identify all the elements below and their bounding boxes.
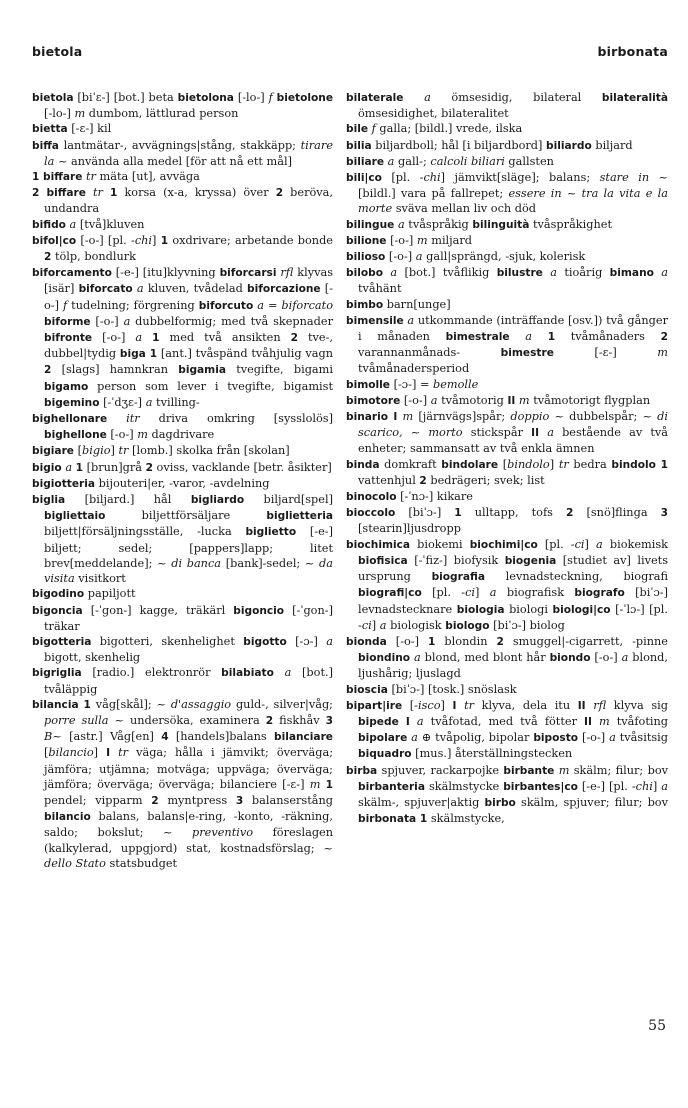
dictionary-entry: bifido a [två]kluven <box>32 217 145 231</box>
dictionary-entry: bilaterale a ömsesidig, bilateral bilateralità ömsesidighet, bilateralitet <box>346 91 669 121</box>
dictionary-entry: bilancia 1 våg[skål]; ~ d'assaggio guld-, silver|våg; porre sulla ~ undersöka, examinera 2 fiskhåv 3 B~ [astr.] Våg[en] 4 [handels]balans bilanciare [bilancio] I tr väga; hålla i jämvikt; överväga; jämföra; utjämna; motväga; uppväga; överväga; jämföra; överväga; överväga; bilanciere [-ɛ-] m 1 pendel; vipparm 2 myntpress 3 balanserstång bilancio balans, balans|e-ring, -konto, -räkning, saldo; bokslut; ~ preventivo föreslagen (kalkylerad, uppgjord) stat, kostnadsförslag; ~ dello Stato statsbudget <box>32 697 334 870</box>
dictionary-entry: biforcamento [-e-] [itu]klyvning biforcarsi rfl klyvas [isär] biforcato a kluven, tvådelad biforcazione [-o-] f tudelning; förgrening biforcuto a = biforcato biforme [-o-] a dubbelformig; med två skepnader bifronte [-o-] a 1 med två ansikten 2 tve-, dubbel|tydig biga 1 [ant.] tvåspänd tvåhjulig vagn 2 [slags] hamnkran bigamia tvegifte, bigami bigamo person som lever i tvegifte, bigamist bigemino [-ˈdʒɛ-] a tvilling- <box>32 266 334 409</box>
dictionary-entry: bigriglia [radio.] elektronrör bilabiato a [bot.] tvåläppig <box>32 666 333 696</box>
dictionary-entry: biliare a gall-; calcoli biliari gallsten <box>346 154 554 168</box>
dictionary-entry: bigiare [bigio] tr [lomb.] skolka från [skolan] <box>32 444 290 458</box>
dictionary-entry: bilioso [-o-] a gall|sprängd, -sjuk, kolerisk <box>346 250 586 264</box>
page-number: 55 <box>648 1018 666 1034</box>
dictionary-entry: 2 biffare tr 1 korsa (x-a, kryssa) över 2 beröva, undandra <box>32 186 333 216</box>
running-head-left: bietola <box>32 44 83 59</box>
running-head-right: birbonata <box>597 44 668 59</box>
dictionary-entry: bigiotteria bijouteri|er, -varor, -avdelning <box>32 476 270 490</box>
dictionary-entry: 1 biffare tr mäta [ut], avväga <box>32 170 200 184</box>
dictionary-entry: bilingue a tvåspråkig bilinguità tvåspråkighet <box>346 217 612 231</box>
dictionary-entry: bioscia [biˈɔ-] [tosk.] snöslask <box>346 682 517 696</box>
dictionary-entry: bilobo a [bot.] tvåflikig bilustre a tioårig bimano a tvåhänt <box>346 266 669 296</box>
dictionary-entry: binocolo [-ˈnɔ-] kikare <box>346 490 473 504</box>
right-column <box>346 90 668 827</box>
dictionary-entry: bifol|co [-o-] [pl. -chi] 1 oxdrivare; arbetande bonde 2 tölp, bondlurk <box>32 233 333 264</box>
dictionary-entry: bilia biljardboll; hål [i biljardbord] biliardo biljard <box>346 138 633 152</box>
dictionary-entry: bimbo barn[unge] <box>346 297 451 311</box>
dictionary-entry: biffa lantmätar-, avvägnings|stång, stakkäpp; tirare la ~ använda alla medel [för att nå ett mål] <box>32 138 333 168</box>
dictionary-entry: bilione [-o-] m miljard <box>346 233 473 247</box>
dictionary-entry: biochimica biokemi biochimi|co [pl. -ci] a biokemisk biofisica [-ˈfiz-] biofysik biogenia [studiet av] livets ursprung biografia levnadsteckning, biografi biografi|co [pl. -ci] a biografisk biografo [biˈɔ-] levnadstecknare biologia biologi biologi|co [-ˈlɔ-] [pl. -ci] a biologisk biologo [biˈɔ-] biolog <box>346 537 669 632</box>
dictionary-entry: binario I m [järnvägs]spår; doppio ~ dubbelspår; ~ di scarico, ~ morto stickspår II a bestående av två enheter; sammansatt av två enkla ämnen <box>346 410 669 456</box>
dictionary-entry: bipart|ire [-isco] I tr klyva, dela itu II rfl klyva sig bipede I a tvåfotad, med två fötter II m tvåfoting bipolare a ⊕ tvåpolig, bipolar biposto [-o-] a tvåsitsig biquadro [mus.] återställningstecken <box>346 698 669 761</box>
dictionary-entry: bietola [biˈɛ-] [bot.] beta bietolona [-lo-] f bietolone [-lo-] m dumbom, lättlurad person <box>32 91 334 121</box>
dictionary-entry: bigoncia [-ˈgon-] kagge, träkärl bigoncio [-ˈgon-] träkar <box>32 603 333 633</box>
dictionary-entry: birba spjuver, rackarpojke birbante m skälm; filur; bov birbanteria skälmstycke birbantes|co [-e-] [pl. -chi] a skälm-, spjuver|aktig birbo skälm, spjuver; filur; bov birbonata 1 skälmstycke, <box>346 763 669 826</box>
dictionary-entry: bimensile a utkommande (inträffande [osv.]) två gånger i månaden bimestrale a 1 tvåmånaders 2 varannanmånads- bimestre [-ɛ-] m tvåmånadersperiod <box>346 313 668 376</box>
dictionary-entry: biglia [biljard.] hål bigliardo biljard[spel] bigliettaio biljettförsäljare biglietteria biljett|försäljningsställe, -lucka biglietto [-e-] biljett; sedel; [pappers]lapp; litet brev[meddelande]; ~ di banca [bank]-sedel; ~ da visita visitkort <box>32 493 334 586</box>
dictionary-entry: bili|co [pl. -chi] jämvikt[släge]; balans; stare in ~ [bildl.] vara på fallrepet; essere in ~ tra la vita e la morte sväva mellan liv och död <box>346 171 668 216</box>
dictionary-entry: binda domkraft bindolare [bindolo] tr bedra bindolo 1 vattenhjul 2 bedrägeri; svek; list <box>346 457 669 487</box>
dictionary-entry: bimolle [-ɔ-] = bemolle <box>346 377 479 391</box>
dictionary-entry: bigodino papiljott <box>32 587 136 601</box>
dictionary-entry: bile f galla; [bildl.] vrede, ilska <box>346 122 523 136</box>
dictionary-entry: bietta [-ɛ-] kil <box>32 122 112 136</box>
left-column <box>32 90 333 871</box>
dictionary-entry: bionda [-o-] 1 blondin 2 smuggel|-cigarrett, -pinne biondino a blond, med blont hår biondo [-o-] a blond, ljushårig; ljuslagd <box>346 634 669 681</box>
dictionary-entry: bigotteria bigotteri, skenhelighet bigotto [-ɔ-] a bigott, skenhelig <box>32 634 333 665</box>
dictionary-entry: bioccolo [biˈɔ-] 1 ulltapp, tofs 2 [snö]flinga 3 [stearin]ljusdropp <box>346 506 668 536</box>
dictionary-entry: bimotore [-o-] a tvåmotorig II m tvåmotorigt flygplan <box>346 393 651 407</box>
dictionary-entry: bigio a 1 [brun]grå 2 oviss, vacklande [betr. åsikter] <box>32 460 332 474</box>
dictionary-entry: bighellonare itr driva omkring [sysslolös] bighellone [-o-] m dagdrivare <box>32 412 333 442</box>
